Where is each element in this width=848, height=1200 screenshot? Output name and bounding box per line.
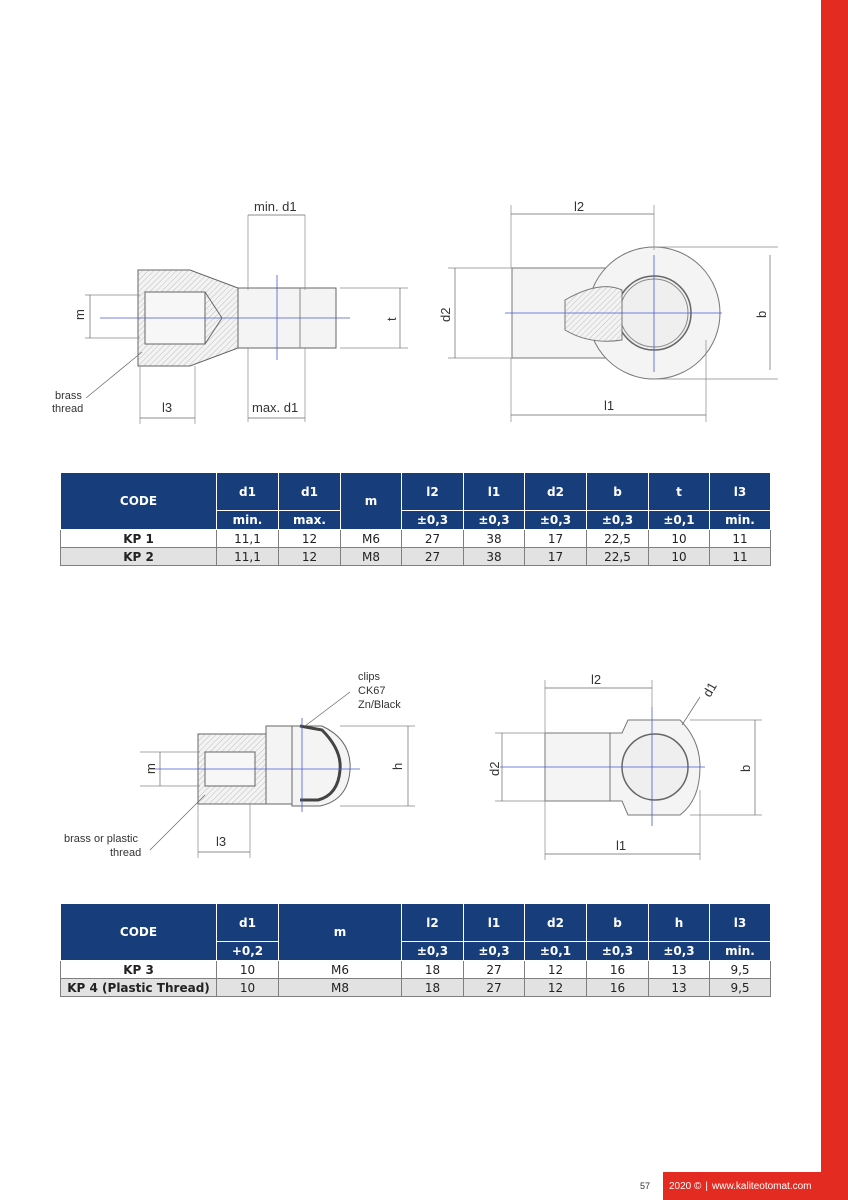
cell-b: 22,5 [587, 548, 649, 566]
subheader-t: ±0,1 [649, 511, 710, 530]
cell-l2: 18 [402, 961, 464, 979]
footer-year: 2020 © [669, 1180, 702, 1192]
cell-l3: 9,5 [710, 979, 771, 997]
footer-bar [663, 1172, 821, 1200]
dim-label-b: b [754, 310, 769, 318]
label-zn-black: Zn/Black [358, 699, 401, 711]
subheader-d2: ±0,3 [525, 511, 587, 530]
label-brass: brass [55, 390, 82, 402]
cell-d1-min: 11,1 [217, 548, 279, 566]
header-l2: l2 [402, 473, 464, 511]
cell-l1: 27 [464, 979, 525, 997]
table-row [61, 979, 771, 997]
subheader-l3: min. [710, 511, 771, 530]
header-code: CODE [61, 473, 217, 530]
cell-code: KP 1 [61, 530, 217, 548]
header-m: m [341, 473, 402, 530]
header-l1-2: l1 [464, 904, 525, 942]
cell-d2: 12 [525, 961, 587, 979]
subheader-l3-2: min. [710, 942, 771, 961]
kp3-front-view-drawing [470, 660, 780, 870]
subheader-l1: ±0,3 [464, 511, 525, 530]
dim-label-h: h [390, 762, 405, 770]
header-d1-min: d1 [217, 473, 279, 511]
label-brass-or-plastic: brass or plastic [64, 833, 138, 845]
cell-l2: 18 [402, 979, 464, 997]
subheader-d1: +0,2 [217, 942, 279, 961]
cell-code: KP 4 (Plastic Thread) [61, 979, 217, 997]
dim-label-l3: l3 [162, 400, 173, 415]
dim-label-l3-2: l3 [216, 834, 227, 849]
dim-label-max-d1: max. d1 [252, 400, 299, 415]
dim-label-m: m [72, 309, 87, 320]
cell-code: KP 2 [61, 548, 217, 566]
cell-l1: 38 [464, 530, 525, 548]
kp1-side-view-drawing [40, 190, 420, 430]
label-thread: thread [52, 403, 84, 415]
header-b: b [587, 473, 649, 511]
cell-t: 10 [649, 530, 710, 548]
label-clips: clips [358, 671, 381, 683]
cell-m: M6 [341, 530, 402, 548]
kp3-kp4-spec-table [60, 903, 771, 997]
cell-d1-min: 11,1 [217, 530, 279, 548]
cell-d1-max: 12 [279, 530, 341, 548]
kp1-front-view-drawing [430, 190, 790, 430]
cell-l1: 27 [464, 961, 525, 979]
header-t: t [649, 473, 710, 511]
footer-website-link[interactable]: www.kaliteotomat.com [712, 1180, 812, 1192]
cell-l3: 11 [710, 530, 771, 548]
header-l3-2: l3 [710, 904, 771, 942]
cell-code: KP 3 [61, 961, 217, 979]
cell-h: 13 [649, 961, 710, 979]
table-row [61, 961, 771, 979]
subheader-l2-2: ±0,3 [402, 942, 464, 961]
cell-l1: 38 [464, 548, 525, 566]
footer-separator: | [705, 1180, 709, 1192]
cell-d1: 10 [217, 979, 279, 997]
header-h: h [649, 904, 710, 942]
header-l2-2: l2 [402, 904, 464, 942]
table-row [61, 530, 771, 548]
cell-m: M8 [279, 979, 402, 997]
dim-label-l2-2: l2 [591, 672, 602, 687]
dim-label-b-2: b [738, 764, 753, 772]
label-thread-2: thread [110, 847, 142, 859]
cell-d2: 17 [525, 548, 587, 566]
header-l3: l3 [710, 473, 771, 511]
header-b-2: b [587, 904, 649, 942]
dim-label-d2: d2 [438, 307, 453, 322]
cell-d1: 10 [217, 961, 279, 979]
header-l1: l1 [464, 473, 525, 511]
cell-m: M6 [279, 961, 402, 979]
cell-b: 16 [587, 979, 649, 997]
subheader-l1-2: ±0,3 [464, 942, 525, 961]
cell-d2: 17 [525, 530, 587, 548]
cell-l3: 9,5 [710, 961, 771, 979]
label-ck67: CK67 [358, 685, 386, 697]
subheader-d1-min: min. [217, 511, 279, 530]
cell-d1-max: 12 [279, 548, 341, 566]
dim-label-m-2: m [143, 763, 158, 774]
kp1-kp2-spec-table [60, 472, 771, 566]
subheader-l2: ±0,3 [402, 511, 464, 530]
dim-label-d1-2: d1 [699, 679, 720, 700]
dim-label-min-d1: min. d1 [254, 199, 297, 214]
subheader-d2-2: ±0,1 [525, 942, 587, 961]
subheader-b-2: ±0,3 [587, 942, 649, 961]
cell-l2: 27 [402, 548, 464, 566]
header-d2-2: d2 [525, 904, 587, 942]
cell-d2: 12 [525, 979, 587, 997]
dim-label-d2-2: d2 [487, 761, 502, 776]
dim-label-l2: l2 [574, 199, 585, 214]
cell-l2: 27 [402, 530, 464, 548]
subheader-d1-max: max. [279, 511, 341, 530]
subheader-b: ±0,3 [587, 511, 649, 530]
table-row [61, 548, 771, 566]
dim-label-l1-2: l1 [616, 838, 627, 853]
cell-t: 10 [649, 548, 710, 566]
cell-b: 16 [587, 961, 649, 979]
dim-label-l1: l1 [604, 398, 615, 413]
dim-label-t: t [384, 317, 399, 321]
header-d1: d1 [217, 904, 279, 942]
subheader-h: ±0,3 [649, 942, 710, 961]
kp3-side-view-drawing [50, 660, 430, 870]
header-d1-max: d1 [279, 473, 341, 511]
header-code-2: CODE [61, 904, 217, 961]
cell-m: M8 [341, 548, 402, 566]
page-number: 57 [640, 1181, 651, 1191]
cell-l3: 11 [710, 548, 771, 566]
red-side-bar [821, 0, 848, 1200]
header-d2: d2 [525, 473, 587, 511]
cell-b: 22,5 [587, 530, 649, 548]
cell-h: 13 [649, 979, 710, 997]
header-m-2: m [279, 904, 402, 961]
